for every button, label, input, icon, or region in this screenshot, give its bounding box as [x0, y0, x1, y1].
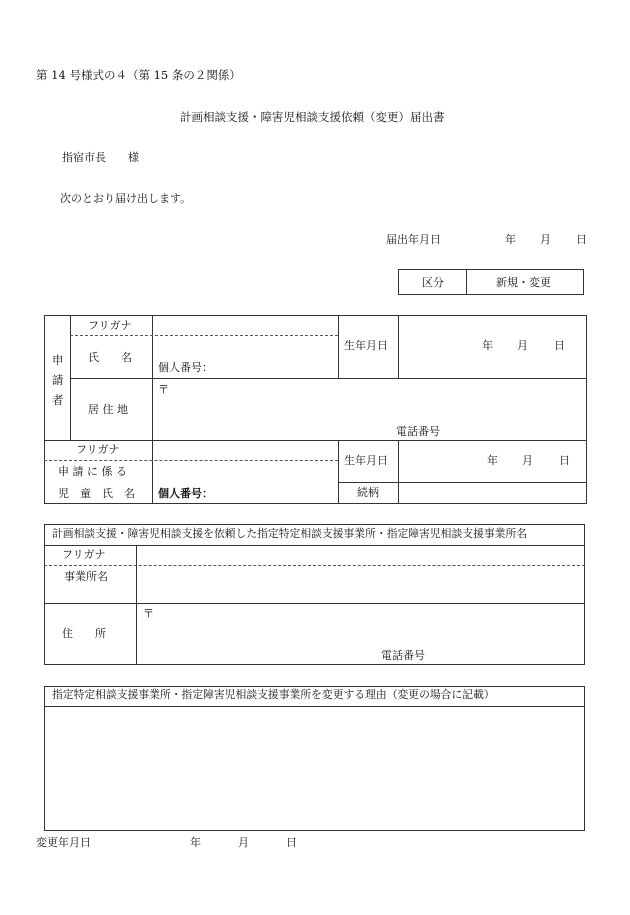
applicant-phone-label: 電話番号: [396, 425, 440, 438]
applicant-postal-mark: 〒: [158, 383, 169, 396]
filing-date-label: 届出年月日: [386, 233, 441, 246]
category-label: 区分: [422, 276, 444, 289]
applicant-birth-year: 年: [482, 339, 493, 352]
child-name-label-line2: 児 童 氏 名: [58, 487, 135, 500]
reason-heading: 指定特定相談支援事業所・指定障害児相談支援事業所を変更する理由（変更の場合に記載）: [52, 688, 495, 701]
applicant-birth-month: 月: [517, 339, 528, 352]
applicant-personal-number-label: 個人番号：: [158, 361, 213, 374]
change-date-label: 変更年月日: [36, 836, 91, 849]
office-name-label: 事業所名: [64, 570, 108, 583]
office-heading: 計画相談支援・障害児相談支援を依頼した指定特定相談支援事業所・指定障害児相談支援事業所名: [52, 527, 528, 540]
child-birth-month: 月: [522, 454, 533, 467]
form-title: 計画相談支援・障害児相談支援依頼（変更）届出書: [180, 110, 445, 124]
office-address-label: 住 所: [62, 627, 106, 640]
filing-year-label: 年: [505, 233, 516, 246]
applicant-address-label: 居 住 地: [88, 403, 128, 416]
change-day-label: 日: [286, 836, 297, 849]
child-relationship-label: 続柄: [357, 486, 379, 499]
intro-text: 次のとおり届け出します。: [60, 192, 192, 205]
applicant-name-label: 氏 名: [88, 351, 132, 364]
applicant-birth-day: 日: [554, 339, 565, 352]
addressee: 指宿市長 様: [62, 151, 139, 164]
child-name-label-line1: 申 請 に 係 る: [58, 465, 127, 478]
office-postal-mark: 〒: [143, 607, 154, 620]
filing-month-label: 月: [540, 233, 551, 246]
applicant-section-label: 申請者: [52, 353, 64, 407]
reason-input-area[interactable]: [46, 708, 583, 829]
child-furigana-label: フリガナ: [76, 443, 120, 456]
filing-day-label: 日: [576, 233, 587, 246]
child-birthdate-label: 生年月日: [344, 454, 388, 467]
child-personal-number-label: 個人番号：: [158, 487, 213, 500]
applicant-furigana-label: フリガナ: [88, 319, 132, 332]
office-phone-label: 電話番号: [381, 649, 425, 662]
category-value[interactable]: 新規・変更: [496, 276, 551, 289]
form-number: 第 14 号様式の４（第 15 条の２関係）: [36, 68, 241, 82]
office-furigana-label: フリガナ: [62, 548, 106, 561]
change-month-label: 月: [238, 836, 249, 849]
applicant-birthdate-label: 生年月日: [344, 339, 388, 352]
change-year-label: 年: [190, 836, 201, 849]
child-birth-year: 年: [487, 454, 498, 467]
child-birth-day: 日: [559, 454, 570, 467]
